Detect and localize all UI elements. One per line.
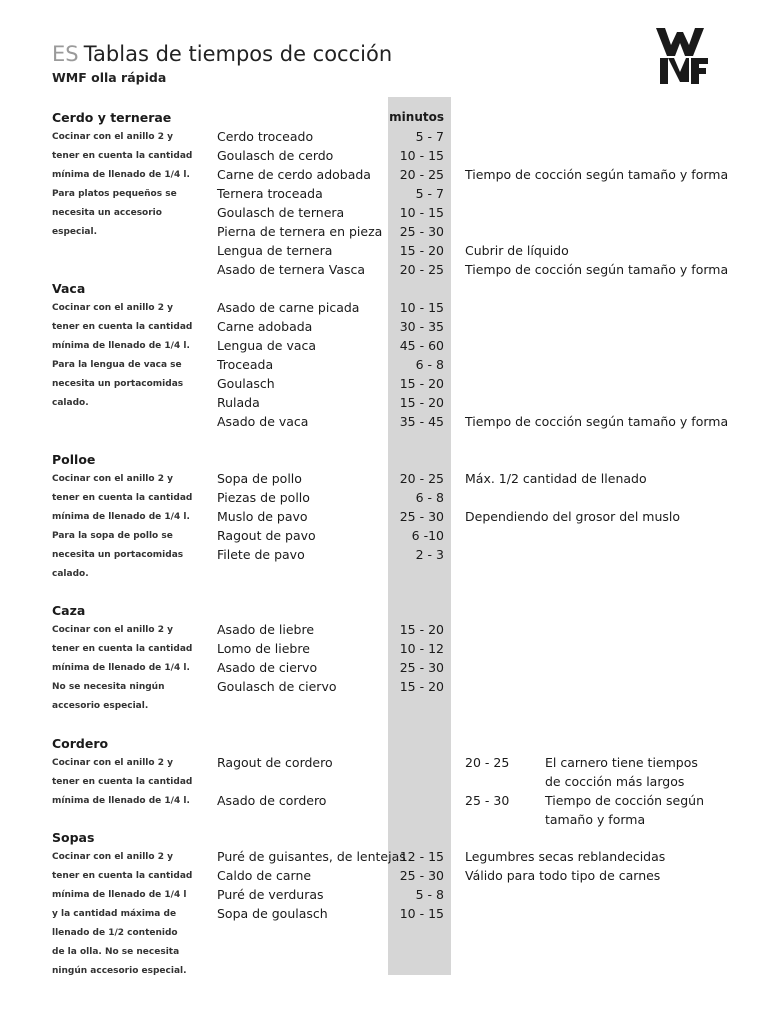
page-subtitle: WMF olla rápida — [52, 70, 167, 85]
section-note-cordero — [52, 754, 192, 811]
dish-name: Carne adobada — [217, 319, 313, 334]
section-title-pollo: Polloe — [52, 452, 96, 467]
cooking-minutes: 10 - 15 — [399, 300, 444, 315]
note-line: necesita un portacomidas — [52, 550, 184, 560]
note-line: especial. — [52, 227, 98, 237]
dish-remark: Tiempo de cocción según tamaño y forma — [465, 262, 729, 277]
dish-name: Rulada — [217, 395, 260, 410]
note-line: accesorio especial. — [52, 701, 149, 711]
dish-remark: Dependiendo del grosor del muslo — [465, 509, 681, 524]
dish-name: Cerdo troceado — [217, 129, 314, 144]
dish-name: Lengua de ternera — [217, 243, 333, 258]
dish-name: Ragout de pavo — [217, 528, 316, 543]
dish-remark: Máx. 1/2 cantidad de llenado — [465, 471, 647, 486]
remark-minutes: 20 - 25 — [465, 755, 510, 770]
section-note-pollo — [52, 470, 192, 584]
dish-remark: Válido para todo tipo de carnes — [465, 868, 661, 883]
dish-remark: Cubrir de líquido — [465, 243, 569, 258]
note-line: tener en cuenta la cantidad — [52, 493, 193, 503]
section-title-sopas: Sopas — [52, 830, 95, 845]
dish-name: Puré de verduras — [217, 887, 324, 902]
cooking-minutes: 6 - 8 — [415, 490, 444, 505]
section-note-sopas — [52, 848, 192, 981]
dish-remark: Tiempo de cocción según — [545, 793, 705, 808]
section-title-caza: Caza — [52, 603, 86, 618]
dish-name: Pierna de ternera en pieza — [217, 224, 383, 239]
title-text: Tablas de tiempos de cocción — [83, 42, 393, 66]
note-line: Cocinar con el anillo 2 y — [52, 474, 173, 484]
language-code: ES — [52, 42, 79, 66]
dish-remark: El carnero tiene tiempos — [545, 755, 698, 770]
note-line: tener en cuenta la cantidad — [52, 644, 193, 654]
dish-name: Lengua de vaca — [217, 338, 317, 353]
dish-name: Ragout de cordero — [217, 755, 333, 770]
dish-name: Lomo de liebre — [217, 641, 310, 656]
cooking-minutes: 12 - 15 — [399, 849, 444, 864]
dish-name: Asado de ternera Vasca — [217, 262, 366, 277]
cooking-minutes: 6 -10 — [411, 528, 444, 543]
note-line: calado. — [52, 569, 89, 579]
cooking-minutes: 10 - 15 — [399, 205, 444, 220]
cooking-minutes: 5 - 8 — [415, 887, 444, 902]
note-line: mínima de llenado de 1/4 l — [52, 890, 187, 900]
note-line: mínima de llenado de 1/4 l. — [52, 796, 190, 806]
cooking-minutes: 15 - 20 — [399, 679, 444, 694]
dish-name: Goulasch de ternera — [217, 205, 345, 220]
section-note-cerdo — [52, 128, 192, 242]
remark-minutes: 25 - 30 — [465, 793, 510, 808]
dish-remark: Tiempo de cocción según tamaño y forma — [465, 167, 729, 182]
cooking-minutes: 10 - 15 — [399, 148, 444, 163]
dish-name: Puré de guisantes, de lentejas — [217, 849, 406, 864]
dish-name: Goulasch de cerdo — [217, 148, 334, 163]
dish-name: Goulasch — [217, 376, 275, 391]
cooking-minutes: 5 - 7 — [415, 186, 444, 201]
dish-name: Ternera troceada — [217, 186, 323, 201]
note-line: mínima de llenado de 1/4 l. — [52, 170, 190, 180]
note-line: Cocinar con el anillo 2 y — [52, 758, 173, 768]
cooking-minutes: 20 - 25 — [399, 471, 444, 486]
dish-name: Carne de cerdo adobada — [217, 167, 371, 182]
note-line: mínima de llenado de 1/4 l. — [52, 341, 190, 351]
cooking-minutes: 2 - 3 — [415, 547, 444, 562]
note-line: necesita un portacomidas — [52, 379, 184, 389]
note-line: necesita un accesorio — [52, 208, 162, 218]
dish-name: Asado de liebre — [217, 622, 315, 637]
cooking-minutes: 20 - 25 — [399, 167, 444, 182]
note-line: y la cantidad máxima de — [52, 909, 177, 919]
section-title-cerdo: Cerdo y ternerae — [52, 110, 172, 125]
cooking-minutes: 45 - 60 — [399, 338, 444, 353]
note-line: tener en cuenta la cantidad — [52, 777, 193, 787]
note-line: de la olla. No se necesita — [52, 947, 180, 957]
cooking-minutes: 30 - 35 — [399, 319, 444, 334]
cooking-minutes: 25 - 30 — [399, 868, 444, 883]
cooking-minutes: 15 - 20 — [399, 395, 444, 410]
note-line: Para la sopa de pollo se — [52, 531, 173, 541]
cooking-minutes: 5 - 7 — [415, 129, 444, 144]
cooking-minutes: 6 - 8 — [415, 357, 444, 372]
note-line: tener en cuenta la cantidad — [52, 871, 193, 881]
dish-name: Muslo de pavo — [217, 509, 308, 524]
note-line: Para platos pequeños se — [52, 189, 177, 199]
dish-name: Asado de vaca — [217, 414, 309, 429]
dish-name: Caldo de carne — [217, 868, 312, 883]
dish-remark: Legumbres secas reblandecidas — [465, 849, 666, 864]
cooking-minutes: 25 - 30 — [399, 509, 444, 524]
note-line: mínima de llenado de 1/4 l. — [52, 663, 190, 673]
section-title-cordero: Cordero — [52, 736, 109, 751]
dish-name: Piezas de pollo — [217, 490, 310, 505]
dish-name: Sopa de pollo — [217, 471, 302, 486]
cooking-minutes: 15 - 20 — [399, 622, 444, 637]
dish-remark: tamaño y forma — [545, 812, 646, 827]
cooking-minutes: 15 - 20 — [399, 243, 444, 258]
section-title-vaca: Vaca — [52, 281, 86, 296]
page-title — [52, 42, 392, 66]
note-line: Cocinar con el anillo 2 y — [52, 303, 173, 313]
minutes-column-header: minutos — [389, 110, 444, 124]
cooking-minutes: 20 - 25 — [399, 262, 444, 277]
note-line: tener en cuenta la cantidad — [52, 322, 193, 332]
dish-remark: Tiempo de cocción según tamaño y forma — [465, 414, 729, 429]
cooking-minutes: 25 - 30 — [399, 660, 444, 675]
section-note-caza — [52, 621, 192, 716]
dish-name: Asado de ciervo — [217, 660, 318, 675]
note-line: No se necesita ningún — [52, 682, 165, 692]
cooking-minutes: 15 - 20 — [399, 376, 444, 391]
note-line: Cocinar con el anillo 2 y — [52, 852, 173, 862]
dish-remark: de cocción más largos — [545, 774, 685, 789]
wmf-logo-icon — [656, 28, 708, 84]
note-line: llenado de 1/2 contenido — [52, 928, 178, 938]
note-line: ningún accesorio especial. — [52, 966, 187, 976]
dish-name: Filete de pavo — [217, 547, 305, 562]
cooking-minutes: 35 - 45 — [399, 414, 444, 429]
dish-name: Goulasch de ciervo — [217, 679, 337, 694]
section-note-vaca — [52, 299, 192, 413]
note-line: calado. — [52, 398, 89, 408]
dish-name: Troceada — [217, 357, 274, 372]
note-line: Para la lengua de vaca se — [52, 360, 182, 370]
cooking-minutes: 25 - 30 — [399, 224, 444, 239]
dish-name: Asado de cordero — [217, 793, 327, 808]
cooking-minutes: 10 - 15 — [399, 906, 444, 921]
cooking-minutes: 10 - 12 — [399, 641, 444, 656]
note-line: Cocinar con el anillo 2 y — [52, 625, 173, 635]
dish-name: Asado de carne picada — [217, 300, 360, 315]
note-line: mínima de llenado de 1/4 l. — [52, 512, 190, 522]
dish-name: Sopa de goulasch — [217, 906, 328, 921]
note-line: Cocinar con el anillo 2 y — [52, 132, 173, 142]
note-line: tener en cuenta la cantidad — [52, 151, 193, 161]
